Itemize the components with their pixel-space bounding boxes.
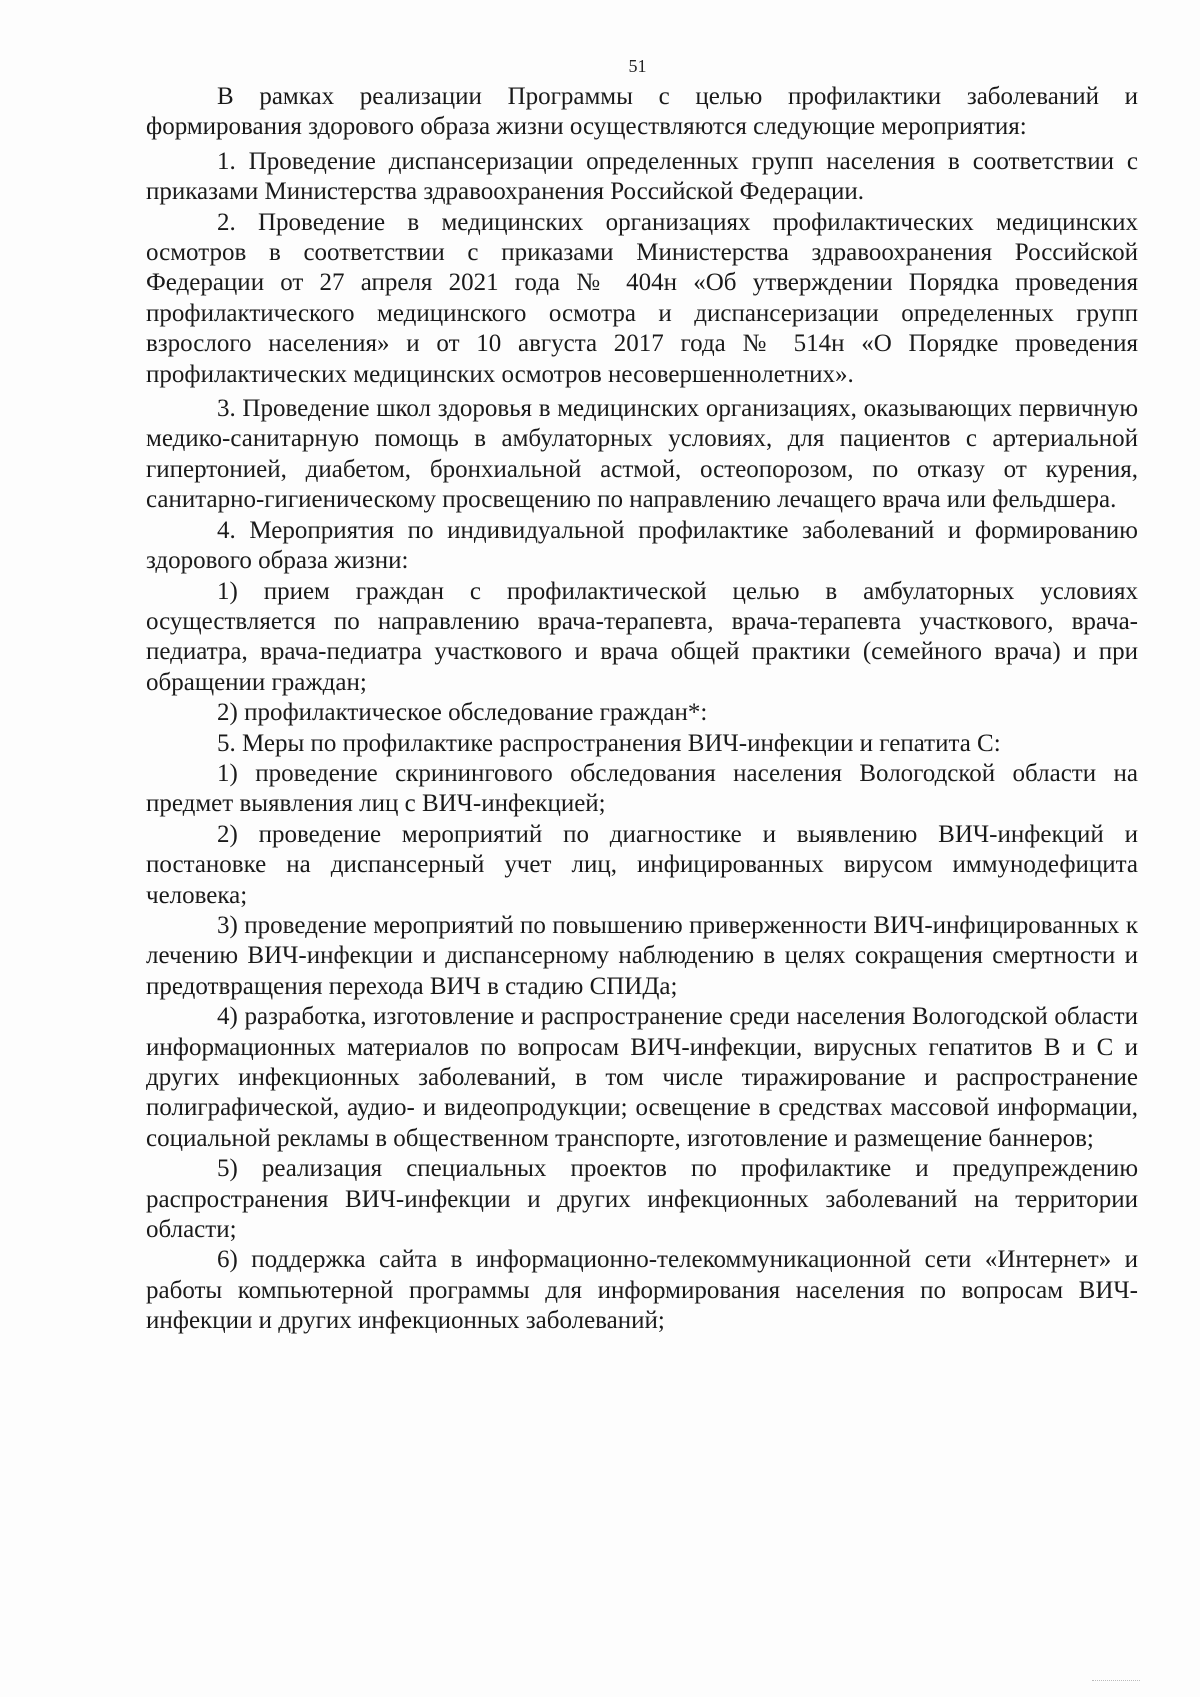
paragraph-item-4-sub-2: 2) профилактическое обследование граждан*: xyxy=(217,699,708,727)
paragraph-item-5-sub-2: 2) проведение мероприятий по диагностике и выявлению ВИЧ-инфекций и постановке на диспансерный учет лиц, инфицированных вирусом иммунодефицита человека; xyxy=(146,820,1138,909)
paragraph-item-3: 3. Проведение школ здоровья в медицинских организациях, оказывающих первичную медико-санитарную помощь в амбулаторных условиях, для пациентов с артериальной гипертонией, диабетом, бронхиальной астмой, остеопорозом, по отказу от курения, санитарно-гигиеническому просвещению по направлению лечащего врача или фельдшера. xyxy=(146,395,1138,514)
paragraph-item-5-sub-4: 4) разработка, изготовление и распространение среди населения Вологодской области информационных материалов по вопросам ВИЧ-инфекции, вирусных гепатитов В и С и других инфекционных заболеваний, в том числе тиражирование и распространение полиграфической, аудио- и видеопродукции; освещение в средствах массовой информации, социальной рекламы в общественном транспорте, изготовление и размещение баннеров; xyxy=(146,1003,1138,1152)
paragraph-item-5-sub-5: 5) реализация специальных проектов по профилактике и предупреждению распространения ВИЧ-инфекции и других инфекционных заболеваний на территории области; xyxy=(146,1155,1138,1244)
paragraph-item-4: 4. Мероприятия по индивидуальной профилактике заболеваний и формированию здорового образа жизни: xyxy=(146,516,1138,575)
paragraph-item-2: 2. Проведение в медицинских организациях профилактических медицинских осмотров в соответствии с приказами Министерства здравоохранения Российской Федерации от 27 апреля 2021 года № 404н «Об утверждении Порядка проведения профилактического медицинского осмотра и диспансеризации определенных групп взрослого населения» и от 10 августа 2017 года № 514н «О Порядке проведения профилактических медицинских осмотров несовершеннолетних». xyxy=(146,208,1138,388)
paragraph-item-4-sub-1: 1) прием граждан с профилактической целью в амбулаторных условиях осуществляется по направлению врача-терапевта, врача-терапевта участкового, врача-педиатра, врача-педиатра участкового и врача общей практики (семейного врача) и при обращении граждан; xyxy=(146,577,1138,696)
paragraph-intro: В рамках реализации Программы с целью профилактики заболеваний и формирования здорового образа жизни осуществляются следующие мероприятия: xyxy=(146,83,1138,141)
scan-edge-mark xyxy=(1092,1680,1140,1691)
paragraph-item-1: 1. Проведение диспансеризации определенных групп населения в соответствии с приказами Министерства здравоохранения Российской Федерации. xyxy=(146,147,1138,206)
paragraph-item-5-sub-3: 3) проведение мероприятий по повышению приверженности ВИЧ-инфицированных к лечению ВИЧ-инфекции и диспансерному наблюдению в целях сокращения смертности и предотвращения перехода ВИЧ в стадию СПИДа; xyxy=(146,911,1138,1000)
paragraph-item-5-sub-1: 1) проведение скринингового обследования населения Вологодской области на предмет выявления лиц с ВИЧ-инфекцией; xyxy=(146,759,1138,818)
paragraph-item-5: 5. Меры по профилактике распространения ВИЧ-инфекции и гепатита С: xyxy=(217,729,1001,757)
paragraph-item-5-sub-6: 6) поддержка сайта в информационно-телекоммуникационной сети «Интернет» и работы компьютерной программы для информирования населения по вопросам ВИЧ-инфекции и других инфекционных заболеваний; xyxy=(146,1246,1138,1335)
page-number: 51 xyxy=(628,56,647,76)
document-body xyxy=(146,82,1138,1337)
